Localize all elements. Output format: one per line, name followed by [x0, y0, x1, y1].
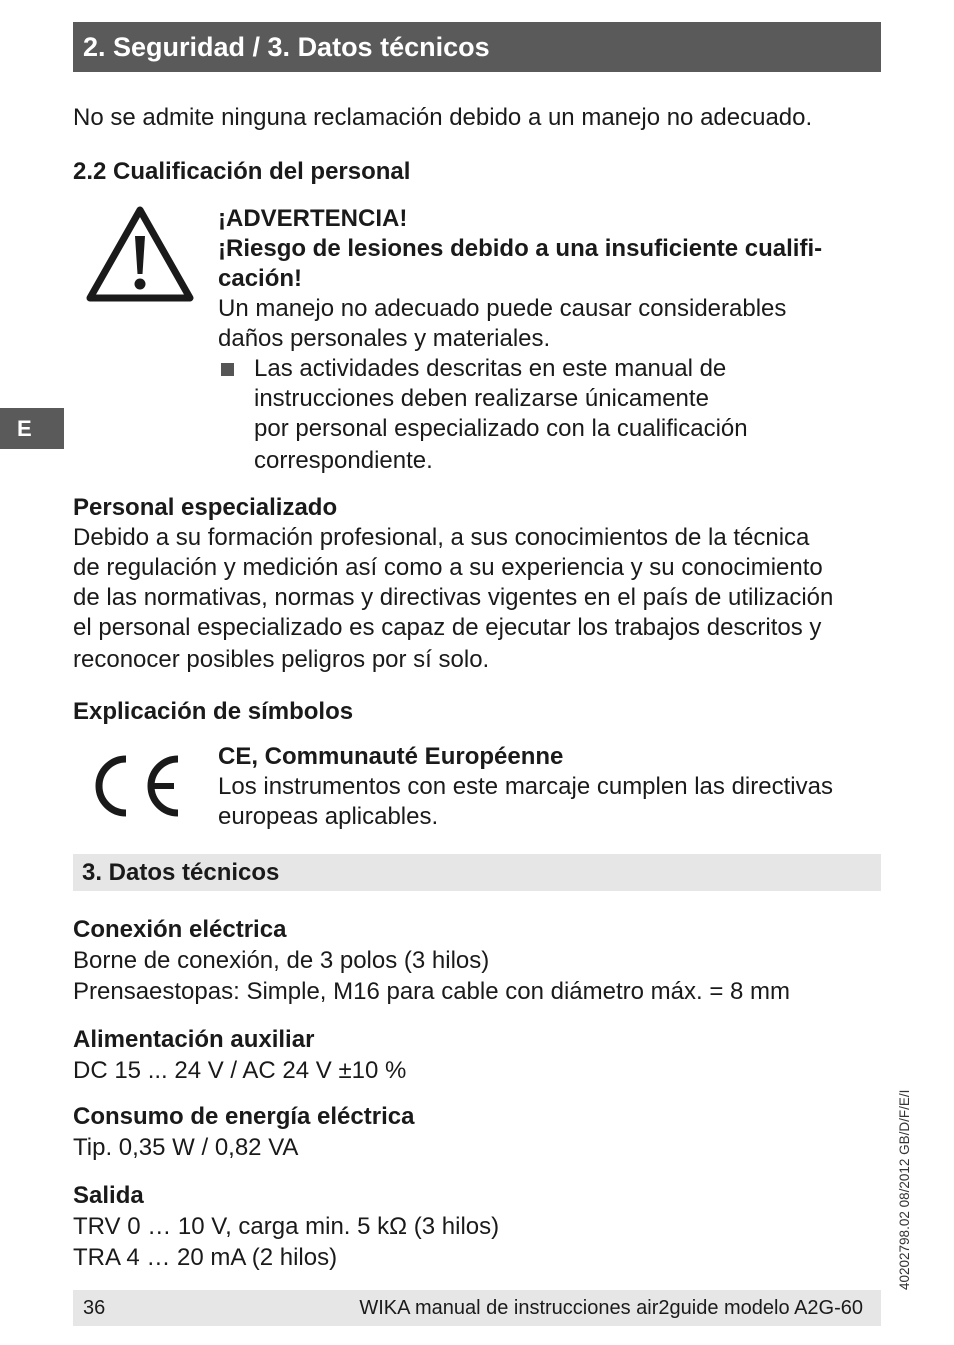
- symbols-title: Explicación de símbolos: [73, 698, 354, 725]
- warning-bullet-line-1: Las actividades descritas en este manual de: [254, 355, 727, 382]
- ce-text-2: europeas aplicables.: [218, 803, 439, 830]
- tech-section-title: 3. Datos técnicos: [73, 854, 881, 891]
- personnel-line-2: de regulación y medición así como a su experiencia y su conocimiento: [73, 554, 823, 581]
- connection-label: Conexión eléctrica: [73, 916, 287, 943]
- warning-label: ¡ADVERTENCIA!: [218, 205, 408, 232]
- consumption-label: Consumo de energía eléctrica: [73, 1103, 415, 1130]
- section-2-2-title: 2.2 Cualificación del personal: [73, 158, 411, 185]
- language-tab: E: [0, 408, 64, 449]
- connection-section: [73, 914, 790, 1007]
- personnel-line-3: de las normativas, normas y directivas vigentes en el país de utilización: [73, 584, 834, 611]
- bullet-square-icon: [221, 363, 234, 376]
- warning-text-2: daños personales y materiales.: [218, 325, 551, 352]
- document-code: 40202798.02 08/2012 GB/D/F/E/I: [897, 1089, 912, 1290]
- ce-block: [218, 742, 878, 832]
- personnel-line-1: Debido a su formación profesional, a sus conocimientos de la técnica: [73, 524, 810, 551]
- output-label: Salida: [73, 1182, 144, 1209]
- personnel-title: Personal especializado: [73, 494, 338, 521]
- personnel-body: [73, 523, 883, 675]
- output-line-2: TRA 4 … 20 mA (2 hilos): [73, 1244, 338, 1271]
- warning-bullet-line-4: correspondiente.: [254, 447, 433, 474]
- page-number: 36: [83, 1297, 106, 1319]
- personnel-line-5: reconocer posibles peligros por sí solo.: [73, 646, 490, 673]
- warning-block: [218, 204, 878, 476]
- warning-bullet: [218, 354, 878, 476]
- consumption-value: Tip. 0,35 W / 0,82 VA: [73, 1134, 299, 1161]
- warning-headline-1: ¡Riesgo de lesiones debido a una insuficiente cualifi-: [218, 235, 823, 262]
- page-header: 2. Seguridad / 3. Datos técnicos: [73, 22, 881, 72]
- ce-title: CE, Communauté Européenne: [218, 743, 564, 770]
- ce-text-1: Los instrumentos con este marcaje cumplen las directivas: [218, 773, 833, 800]
- warning-text-1: Un manejo no adecuado puede causar considerables: [218, 295, 787, 322]
- warning-headline-2: cación!: [218, 265, 303, 292]
- warning-bullet-line-2: instrucciones deben realizarse únicamente: [254, 385, 709, 412]
- power-section: [73, 1024, 406, 1086]
- connection-line-1: Borne de conexión, de 3 polos (3 hilos): [73, 947, 490, 974]
- power-value: DC 15 ... 24 V / AC 24 V ±10 %: [73, 1057, 407, 1084]
- consumption-section: [73, 1101, 414, 1163]
- power-label: Alimentación auxiliar: [73, 1026, 315, 1053]
- footer-title: WIKA manual de instrucciones air2guide modelo A2G-60: [359, 1297, 863, 1319]
- output-section: [73, 1180, 499, 1273]
- warning-triangle-icon: [84, 204, 196, 304]
- personnel-line-4: el personal especializado es capaz de ejecutar los trabajos descritos y: [73, 614, 822, 641]
- ce-mark-icon: [92, 752, 184, 820]
- intro-text: No se admite ninguna reclamación debido a un manejo no adecuado.: [73, 104, 813, 131]
- warning-bullet-line-3: por personal especializado con la cualificación: [254, 415, 748, 442]
- connection-line-2: Prensaestopas: Simple, M16 para cable con diámetro máx. = 8 mm: [73, 978, 790, 1005]
- page-footer: [73, 1290, 881, 1326]
- output-line-1: TRV 0 … 10 V, carga min. 5 kΩ (3 hilos): [73, 1213, 500, 1240]
